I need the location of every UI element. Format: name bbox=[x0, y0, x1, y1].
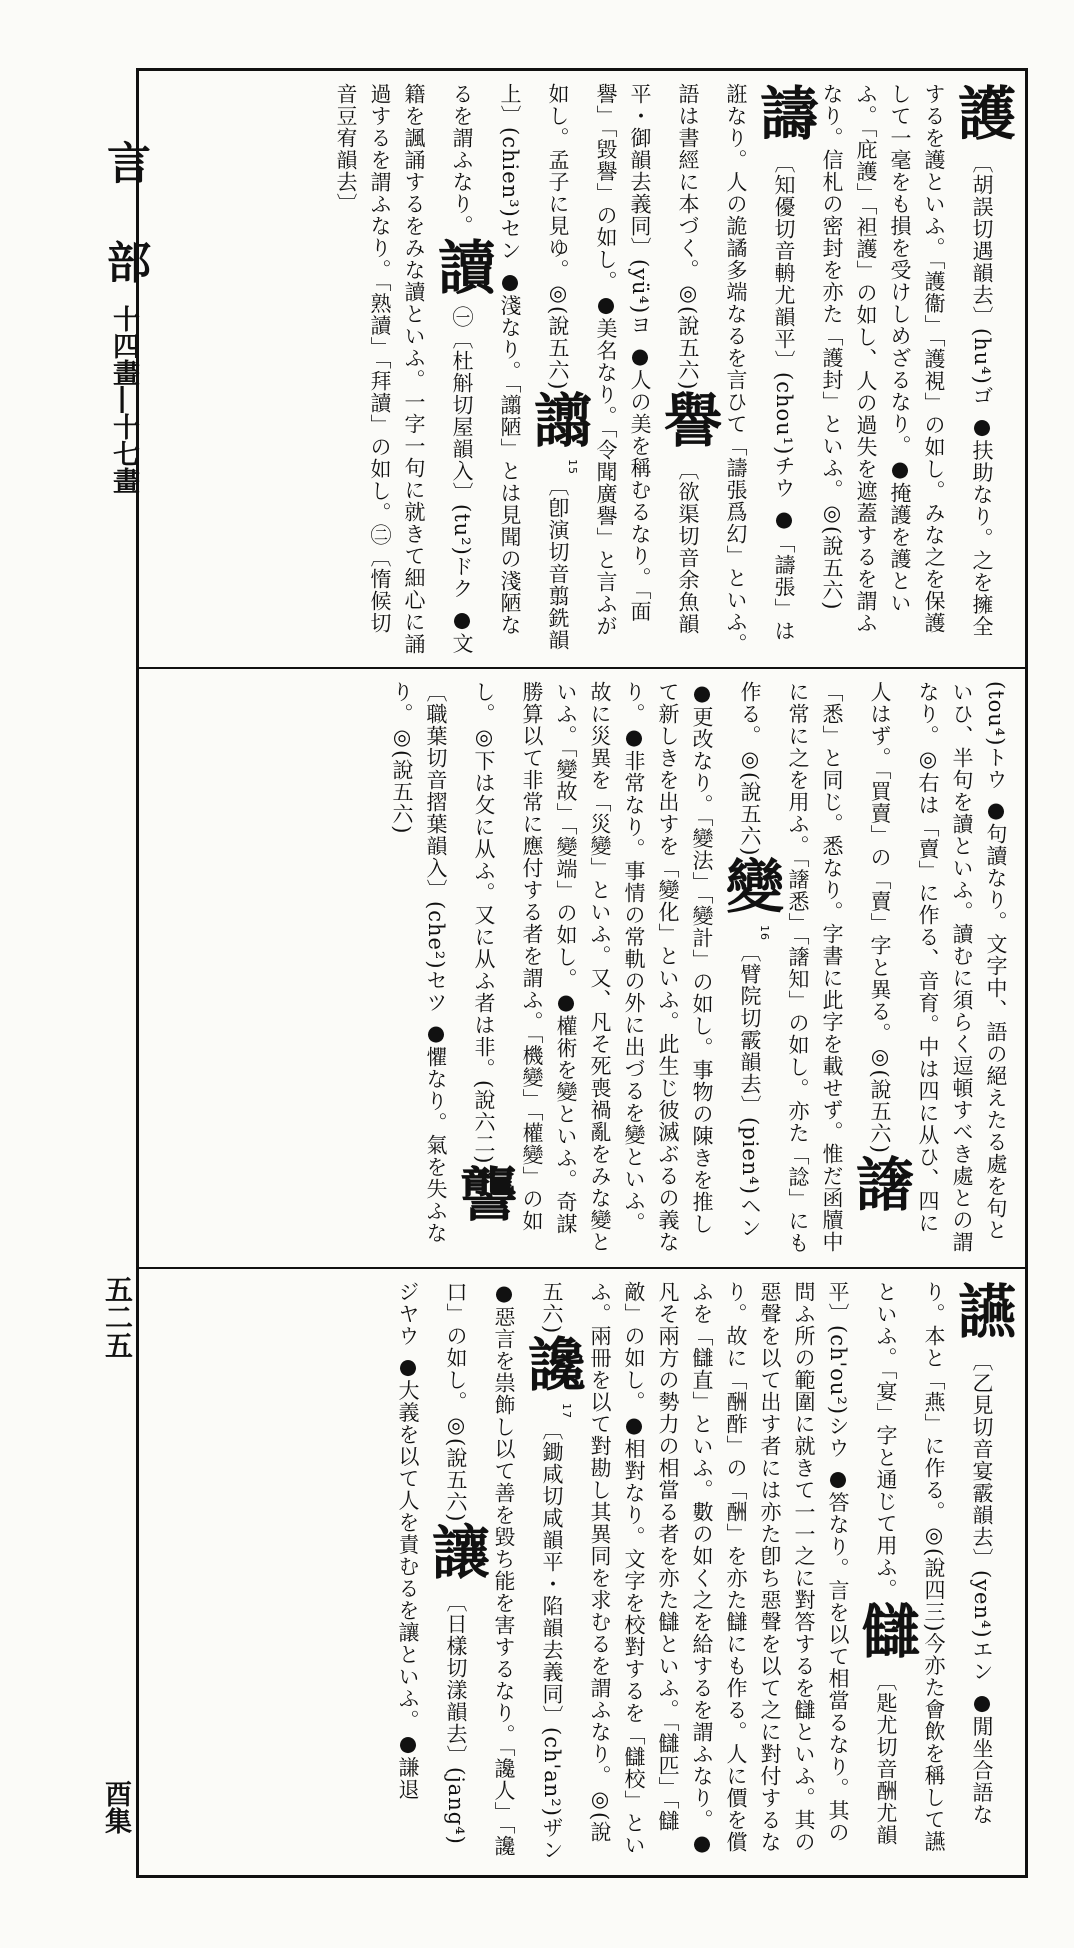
headword: 譾 bbox=[524, 390, 592, 450]
band-text bbox=[149, 681, 1013, 1255]
entry-definition: 「悉」と同じ。悉なり。字書に此字を載せず。惟だ函牘中に常に之を用ふ。「譇悉」「譇知」の如し。亦た「諗」にも作る。◎(說五六) bbox=[738, 681, 844, 1254]
radical-label: 言 部 bbox=[99, 140, 150, 304]
entry-definition: ㊀〔杜斛切屋韻入〕(tu²)ドク ●文籍を諷誦するをみな讀といふ。一字一句に就きて細心に誦過するを謂ふなり。「熟讀」「拜讀」の如し。㊁〔惰候切音豆宥韻去〕 bbox=[334, 83, 474, 655]
headword: 讋 bbox=[450, 1164, 518, 1224]
entry-definition: 〔職葉切音摺葉韻入〕(che²)セツ ●懼なり。氣を失ふなり。◎(說五六) bbox=[390, 681, 448, 1245]
entry-definition: 〔鋤咸切咸韻平・陷韻去義同〕(ch'an²)ザン ●惡言を祟飾し以て善を毀ち能を害するなり。「讒人」「讒口」の如し。◎(說五六) bbox=[444, 1281, 564, 1862]
entry-definition: 〔卽演切音翦銑韻上〕(chien³)セン ●淺なり。「譾陋」とは見聞の淺陋なるを謂ふなり。 bbox=[450, 83, 570, 652]
entry-definition: 〔知優切音輈尤韻平〕(chou¹)チウ ●「譸張」は誑なり。人の詭譎多端なるを言ひて「譸張爲幻」といふ。語は書經に本づく。◎(說五六) bbox=[676, 83, 796, 655]
band-text bbox=[149, 1281, 1016, 1863]
headword: 讀 bbox=[428, 237, 496, 296]
headword: 讌 bbox=[948, 1281, 1016, 1340]
page-number: 五二五 bbox=[101, 1275, 134, 1359]
stroke-range-label: 十四畫―十七畫 bbox=[108, 305, 139, 494]
headword: 讒 bbox=[518, 1334, 586, 1394]
volume-mark: 酉集 bbox=[100, 1780, 131, 1834]
headword: 變 bbox=[716, 856, 784, 916]
entry-definition: (tou⁴)トウ ●句讀なり。文字中、語の絕えたる處を句といひ、半句を讀といふ。讀むに須らく逗頓すべき處との謂なり。◎右は「賣」に作る、音育。中は四に从ひ、四に人はず。「買賣」の「賣」字と異る。◎(說五六) bbox=[868, 681, 1008, 1253]
headword: 譽 bbox=[654, 390, 722, 450]
dictionary-band-top bbox=[139, 71, 1025, 669]
headword: 譸 bbox=[750, 83, 818, 142]
entry-definition: 〔匙尤切音酬尤韻平〕(ch'ou²)シウ ●答なり。言を以て相當るなり。其の問ふ所の範圍に就きて一一之に對答するを讎といふ。其の惡聲を以て出す者には亦た卽ち惡聲を以て之に對付するなり。故に「酬酢」の「酬」を亦た讎にも作る。人に價を償ふを「讎直」といふ。數の如く之を給するを謂ふなり。●凡そ兩方の勢力の相當る者を亦た讎といふ。「讎匹」「讎敵」の如し。●相對なり。文字を校對するを「讎校」といふ。兩冊を以て對勘し其異同を求むるを謂ふなり。◎(說五六) bbox=[540, 1281, 898, 1856]
headword: 讎 bbox=[852, 1600, 920, 1660]
dictionary-entry bbox=[820, 83, 1016, 638]
entry-definition: 〔乙見切音宴霰韻去〕(yen⁴)エン ●閒坐合語なり。本と「燕」に作る。◎(說四三)今亦た會飲を稱して讌といふ。「宴」字と通じて用ふ。 bbox=[874, 1281, 994, 1853]
entry-definition: 〔日樣切漾韻去〕(jang⁴)ジヤウ ●大義を以て人を責むるを讓といふ。●謙退 bbox=[396, 1281, 468, 1846]
stroke-count-number: 16 bbox=[758, 925, 771, 942]
headword: 譇 bbox=[846, 1153, 914, 1213]
entry-definition: 〔欲渠切音余魚韻平・御韻去義同〕(yü⁴)ヨ ●人の美を稱むるなり。「面譽」「毀譽」の如し。●美名なり。「令聞廣譽」と言ふが如し。孟子に見ゆ。◎(說五六) bbox=[546, 83, 700, 637]
headword: 護 bbox=[948, 83, 1016, 142]
dictionary-band-middle bbox=[139, 669, 1025, 1269]
stroke-count-number: 17 bbox=[560, 1403, 573, 1420]
headword: 讓 bbox=[422, 1522, 490, 1582]
entry-definition: 〔胡誤切遇韻去〕(hu⁴)ゴ ●扶助なり。之を擁全するを護といふ。「護衞」「護視」の如し。みな之を保護して一毫をも損を受けしめざるなり。●掩護を護といふ。「庇護」「袒護」の如し、人の過失を遮蓋するを謂ふなり。信札の密封を亦た「護封」といふ。◎(說五六) bbox=[820, 83, 994, 638]
entry-definition: 〔臂院切霰韻去〕(pien⁴)ヘン ●更改なり。「變法」「變計」の如し。事物の陳きを推して新しきを出すを「變化」といふ。此生じ彼滅ぶるの義なり。●非常なり。事情の常軌の外に出づるを變といふ。故に災異を「災變」といふ。又、凡そ死喪禍亂をみな變といふ。「變故」「變端」の如し。●權術を變といふ。奇謀勝算以て非常に應付する者を謂ふ。「機變」「權變」の如し。◎下は攵に从ふ。又に从ふ者は非。(說六二) bbox=[472, 681, 762, 1253]
stroke-count-number: 15 bbox=[566, 459, 579, 476]
dictionary-band-bottom bbox=[139, 1269, 1025, 1875]
dictionary-entry bbox=[540, 1281, 920, 1856]
band-text bbox=[149, 83, 1016, 655]
page-frame bbox=[136, 68, 1028, 1878]
